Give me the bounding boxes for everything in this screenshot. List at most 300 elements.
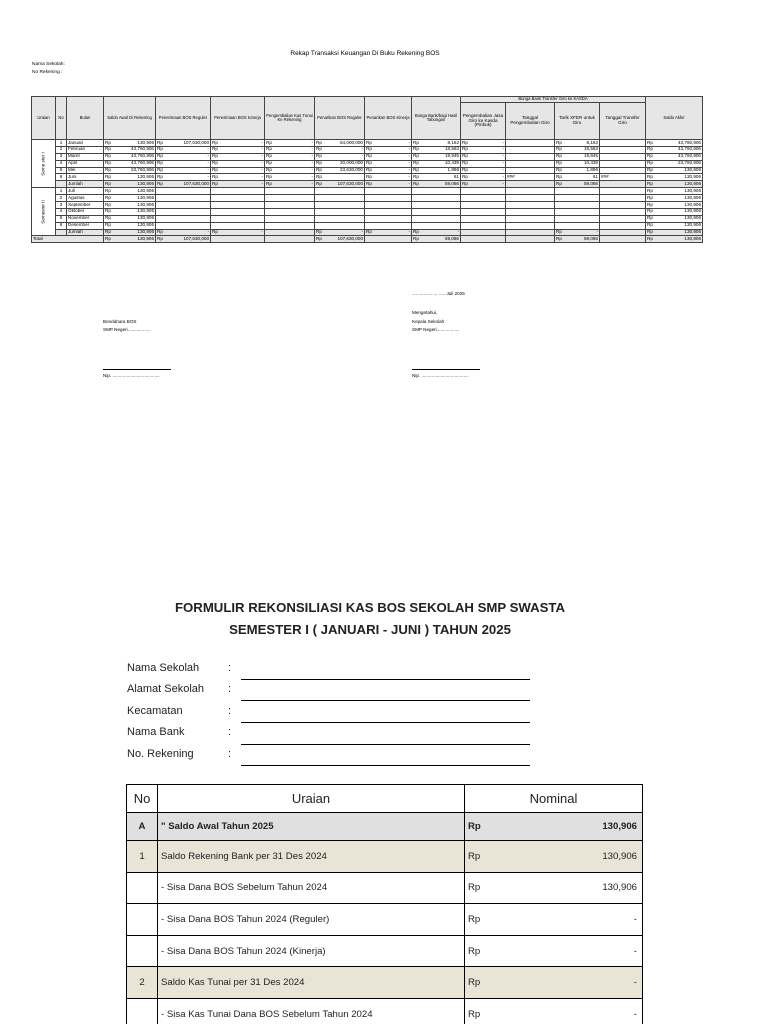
currency-label: Rp [105, 160, 111, 166]
currency-label: Rp [556, 167, 562, 173]
cell-penarikan-kinerja [365, 146, 412, 153]
currency-label: Rp [556, 139, 562, 145]
amount-value: - [207, 146, 209, 152]
cell-empty [555, 188, 600, 195]
cell-tanggal-transfer [600, 140, 646, 147]
cell-empty [365, 195, 412, 202]
field-kecamatan-line[interactable] [241, 722, 530, 723]
currency-label: Rp [105, 146, 111, 152]
currency-label: Rp [105, 167, 111, 173]
cell-empty [265, 188, 315, 195]
currency-label: Rp [157, 139, 163, 145]
cell-empty [265, 202, 315, 209]
amount-value: 23,760,906 [678, 160, 701, 166]
field-no-rekening-label: No. Rekening [127, 748, 194, 760]
cell-tanggal-transfer: ### [600, 174, 646, 181]
currency-label: Rp [647, 180, 653, 186]
currency-label: Rp [266, 167, 272, 173]
amount-value: - [261, 229, 263, 235]
cell-penarikan-reguler [315, 229, 365, 236]
cell-penarikan-kinerja [365, 167, 412, 174]
formulir-title-line2: SEMESTER I ( JANUARI - JUNI ) TAHUN 2025 [229, 622, 511, 637]
recon-cell-no [127, 872, 158, 904]
cell-empty [365, 222, 412, 229]
currency-label: Rp [556, 160, 562, 166]
cell-no: 5 [56, 167, 67, 174]
cell-pinbuk [461, 181, 506, 188]
currency-label: Rp [556, 153, 562, 159]
cell-bulan: Juli [67, 188, 104, 195]
cell-bunga [412, 153, 461, 160]
table-row [32, 222, 703, 229]
field-alamat-sekolah-line[interactable] [241, 700, 530, 701]
amount-value: 23,760,906 [131, 167, 154, 173]
field-colon: : [228, 662, 232, 674]
recon-cell-no: 1 [127, 841, 158, 873]
currency-label: Rp [556, 180, 562, 186]
currency-label: Rp [105, 180, 111, 186]
currency-label: Rp [413, 173, 419, 179]
currency-label: Rp [366, 167, 372, 173]
amount-value: 130,906 [684, 236, 701, 241]
currency-label: Rp [266, 153, 272, 159]
cell-saldo-akhir [646, 222, 703, 229]
amount-value: 130,906 [137, 222, 154, 228]
amount-value: 10,439 [444, 160, 459, 166]
cell-penerimaan-kinerja [211, 140, 265, 147]
currency-label: Rp [647, 236, 653, 241]
cell-empty [506, 208, 555, 215]
cell-saldo-awal [104, 167, 156, 174]
cell-empty [461, 222, 506, 229]
currency-label: Rp [316, 146, 322, 152]
currency-label: Rp [462, 173, 468, 179]
currency-label: Rp [647, 139, 653, 145]
currency-label: Rp [316, 236, 322, 241]
cell-saldo-awal [104, 140, 156, 147]
amount-value: 107,630,000 [183, 180, 209, 186]
cell-saldo-akhir [646, 153, 703, 160]
cell-tarik-xfer [555, 229, 600, 236]
amount-value: 130,906 [684, 180, 701, 186]
table-row [32, 153, 703, 160]
cell-empty [365, 215, 412, 222]
cell-penarikan-reguler [315, 167, 365, 174]
currency-label: Rp [366, 173, 372, 179]
recon-cell-nominal [465, 998, 643, 1024]
amount-value: 130,906 [137, 215, 154, 221]
cell-no: 2 [56, 146, 67, 153]
cell-penerimaan-kinerja [211, 236, 265, 243]
currency-label: Rp [647, 194, 653, 200]
header-bunga-bank: Bunga Bank/bagi Hasil Tabungan [412, 97, 461, 140]
currency-label: Rp [647, 153, 653, 159]
cell-empty [461, 195, 506, 202]
currency-label: Rp [462, 153, 468, 159]
cell-bulan: Januari [67, 140, 104, 147]
amount-value: 8,162 [586, 139, 598, 145]
cell-bulan: Juni [67, 174, 104, 181]
currency-label: Rp [413, 167, 419, 173]
amount-value: - [261, 160, 263, 166]
currency-label: Rp [647, 229, 653, 235]
cell-pinbuk [461, 153, 506, 160]
cell-penerimaan-kinerja [211, 160, 265, 167]
cell-empty [506, 188, 555, 195]
currency-label: Rp [468, 1008, 481, 1020]
currency-label: Rp [105, 208, 111, 214]
recon-cell-uraian: Saldo Kas Tunai per 31 Des 2024 [158, 967, 465, 999]
currency-label: Rp [647, 215, 653, 221]
cell-bulan: Desember [67, 222, 104, 229]
amount-value: 130,906 [684, 208, 701, 214]
semester2-cell-label: Semester II [40, 200, 46, 224]
recon-cell-uraian: " Saldo Awal Tahun 2025 [158, 813, 465, 841]
cell-saldo-awal [104, 222, 156, 229]
header-penarikan-kinerja: Penarikan BOS Kinerja [365, 97, 412, 140]
cell-empty [555, 222, 600, 229]
cell-saldo-awal [104, 174, 156, 181]
header-pengembalian-kas: Pengembalian Kas Tunai Ke Rekening [265, 97, 315, 140]
amount-value: - [408, 180, 410, 186]
amount-value: 43,760,906 [678, 146, 701, 152]
currency-label: Rp [366, 139, 372, 145]
cell-pinbuk [461, 160, 506, 167]
cell-tanggal-pengembalian [506, 140, 555, 147]
cell-pengembalian-kas [265, 181, 315, 188]
cell-tarik-xfer [555, 140, 600, 147]
currency-label: Rp [157, 146, 163, 152]
signature-left-line [103, 369, 171, 370]
cell-empty [555, 195, 600, 202]
currency-label: Rp [316, 229, 322, 235]
amount-value: 130,906 [684, 215, 701, 221]
currency-label: Rp [462, 160, 468, 166]
formulir-title-line1: FORMULIR REKONSILIASI KAS BOS SEKOLAH SMP SWASTA [174, 600, 566, 615]
cell-saldo-akhir [646, 202, 703, 209]
cell-empty [600, 188, 646, 195]
header-no: No [56, 97, 67, 140]
recon-row [127, 841, 643, 873]
cell-no [56, 229, 67, 236]
cell-pinbuk [461, 146, 506, 153]
amount-value: - [207, 153, 209, 159]
cell-saldo-akhir [646, 229, 703, 236]
currency-label: Rp [468, 821, 481, 832]
cell-tanggal-transfer [600, 153, 646, 160]
cell-saldo-akhir [646, 195, 703, 202]
amount-value: - [207, 167, 209, 173]
currency-label: Rp [157, 236, 163, 241]
amount-value: - [457, 229, 459, 235]
table-row [32, 215, 703, 222]
field-no-rekening-line[interactable] [241, 765, 530, 766]
cell-no: 2 [56, 195, 67, 202]
cell-saldo-awal [104, 188, 156, 195]
cell-empty [412, 215, 461, 222]
currency-label: Rp [413, 153, 419, 159]
signature-right-role: Kepala Sekolah [412, 319, 445, 324]
cell-bulan: April [67, 160, 104, 167]
header-group-bunga: Bunga Bank Transfer Giro ke KASDA [461, 97, 646, 103]
recon-cell-no [127, 904, 158, 936]
amount-value: - [502, 160, 504, 166]
cell-penarikan-reguler [315, 236, 365, 243]
cell-no: 3 [56, 153, 67, 160]
amount-value: - [502, 167, 504, 173]
currency-label: Rp [647, 167, 653, 173]
cell-tanggal-pengembalian [506, 146, 555, 153]
amount-value: 19,945 [444, 153, 459, 159]
cell-tarik-xfer [555, 146, 600, 153]
amount-value: - [633, 977, 637, 989]
cell-empty [265, 215, 315, 222]
currency-label: Rp [105, 187, 111, 193]
currency-label: Rp [556, 173, 562, 179]
rekap-table [31, 96, 703, 243]
amount-value: - [311, 146, 313, 152]
semester2-cell [32, 188, 56, 236]
signature-left-nip: Nip. ..................................... [103, 373, 160, 378]
amount-value: 1,896 [586, 167, 598, 173]
amount-value: - [408, 173, 410, 179]
cell-penarikan-kinerja [365, 236, 412, 243]
currency-label: Rp [647, 208, 653, 214]
field-colon: : [228, 705, 232, 717]
cell-tarik-xfer [555, 160, 600, 167]
cell-saldo-akhir [646, 160, 703, 167]
cell-empty [506, 222, 555, 229]
amount-value: 130,906 [684, 229, 701, 235]
cell-penarikan-kinerja [365, 229, 412, 236]
currency-label: Rp [366, 146, 372, 152]
recon-cell-uraian: - Sisa Dana BOS Tahun 2024 (Kinerja) [158, 935, 465, 967]
cell-pinbuk [461, 167, 506, 174]
cell-pengembalian-kas [265, 229, 315, 236]
currency-label: Rp [157, 229, 163, 235]
cell-no [56, 181, 67, 188]
amount-value: - [502, 173, 504, 179]
cell-empty [506, 195, 555, 202]
recon-header-nominal: Nominal [465, 785, 643, 813]
cell-tanggal-pengembalian [506, 167, 555, 174]
semester1-cell-label: Seme ster I [40, 151, 46, 176]
currency-label: Rp [157, 173, 163, 179]
cell-empty [156, 202, 211, 209]
field-nama-sekolah-line[interactable] [241, 679, 530, 680]
cell-bunga [412, 160, 461, 167]
currency-label: Rp [105, 173, 111, 179]
amount-value: - [408, 146, 410, 152]
cell-pinbuk [461, 236, 506, 243]
currency-label: Rp [413, 139, 419, 145]
cell-saldo-awal [104, 236, 156, 243]
cell-total-label: Total [32, 236, 104, 243]
amount-value: 61 [453, 173, 459, 179]
cell-empty [156, 188, 211, 195]
currency-label: Rp [266, 160, 272, 166]
recon-row [127, 872, 643, 904]
cell-bunga [412, 140, 461, 147]
cell-empty [412, 195, 461, 202]
cell-tarik-xfer [555, 181, 600, 188]
semester1-cell [32, 140, 56, 188]
cell-pengembalian-kas [265, 153, 315, 160]
cell-bulan: Februari [67, 146, 104, 153]
table-row [32, 167, 703, 174]
amount-value: - [261, 173, 263, 179]
amount-value: - [261, 146, 263, 152]
cell-bulan: Maret [67, 153, 104, 160]
currency-label: Rp [212, 139, 218, 145]
amount-value: - [633, 945, 637, 957]
cell-no: 1 [56, 188, 67, 195]
currency-label: Rp [468, 913, 481, 925]
amount-value: - [502, 153, 504, 159]
currency-label: Rp [647, 173, 653, 179]
cell-penarikan-kinerja [365, 140, 412, 147]
amount-value: - [408, 139, 410, 145]
cell-empty [600, 215, 646, 222]
currency-label: Rp [266, 173, 272, 179]
amount-value: - [311, 167, 313, 173]
cell-tanggal-pengembalian [506, 153, 555, 160]
currency-label: Rp [212, 146, 218, 152]
amount-value: 130,906 [137, 208, 154, 214]
cell-penerimaan-reguler [156, 140, 211, 147]
amount-value: 130,906 [684, 194, 701, 200]
amount-value: - [261, 180, 263, 186]
amount-value: - [261, 153, 263, 159]
cell-saldo-awal [104, 208, 156, 215]
currency-label: Rp [647, 222, 653, 228]
cell-tanggal-pengembalian: ### [506, 174, 555, 181]
cell-tanggal-transfer [600, 146, 646, 153]
amount-value: - [633, 913, 637, 925]
cell-empty [315, 188, 365, 195]
cell-penerimaan-reguler [156, 146, 211, 153]
currency-label: Rp [413, 229, 419, 235]
total-row [32, 236, 703, 243]
cell-penerimaan-reguler [156, 160, 211, 167]
cell-empty [600, 222, 646, 229]
cell-empty [461, 202, 506, 209]
currency-label: Rp [105, 222, 111, 228]
recon-header-no: No [127, 785, 158, 813]
cell-pinbuk [461, 140, 506, 147]
cell-bulan: Agustus [67, 195, 104, 202]
recon-row [127, 813, 643, 841]
cell-penerimaan-kinerja [211, 153, 265, 160]
cell-penarikan-reguler [315, 140, 365, 147]
currency-label: Rp [468, 882, 481, 894]
amount-value: - [408, 229, 410, 235]
amount-value: 130,906 [684, 222, 701, 228]
cell-empty [412, 208, 461, 215]
currency-label: Rp [556, 146, 562, 152]
field-colon: : [228, 683, 232, 695]
cell-empty [461, 208, 506, 215]
cell-bunga [412, 229, 461, 236]
amount-value: - [361, 153, 363, 159]
recon-cell-nominal [465, 872, 643, 904]
currency-label: Rp [647, 146, 653, 152]
amount-value: 43,760,906 [131, 146, 154, 152]
amount-value: - [207, 160, 209, 166]
cell-empty [315, 202, 365, 209]
cell-penarikan-kinerja [365, 181, 412, 188]
cell-tanggal-transfer [600, 160, 646, 167]
cell-penerimaan-reguler [156, 236, 211, 243]
cell-empty [506, 215, 555, 222]
recon-cell-no [127, 935, 158, 967]
cell-empty [365, 202, 412, 209]
cell-pengembalian-kas [265, 146, 315, 153]
table-row [32, 208, 703, 215]
currency-label: Rp [316, 139, 322, 145]
currency-label: Rp [316, 180, 322, 186]
cell-empty [412, 222, 461, 229]
signature-right-line1: Mengetahui, [412, 310, 438, 315]
date-line: ..................., ..... Juli 2025 [412, 291, 465, 296]
cell-empty [412, 202, 461, 209]
amount-value: 43,760,906 [678, 153, 701, 159]
header-tanggal-transfer: Tanggal Transfer Giro [600, 103, 646, 140]
cell-empty [211, 208, 265, 215]
cell-empty [555, 215, 600, 222]
currency-label: Rp [266, 139, 272, 145]
currency-label: Rp [413, 180, 419, 186]
currency-label: Rp [462, 139, 468, 145]
cell-penarikan-reguler [315, 146, 365, 153]
header-saldo-awal: Saldo Awal Di Rekening [104, 97, 156, 140]
cell-bunga [412, 181, 461, 188]
amount-value: - [502, 146, 504, 152]
currency-label: Rp [647, 187, 653, 193]
cell-empty [265, 195, 315, 202]
recon-header-uraian: Uraian [158, 785, 465, 813]
cell-tanggal-pengembalian [506, 229, 555, 236]
amount-value: - [311, 153, 313, 159]
amount-value: 130,906 [137, 139, 154, 145]
header-saldo-akhir: Saldo Akhir [646, 97, 703, 140]
field-nama-bank-line[interactable] [241, 744, 530, 745]
cell-saldo-akhir [646, 174, 703, 181]
cell-empty [315, 195, 365, 202]
cell-bulan: September [67, 202, 104, 209]
cell-tanggal-transfer [600, 236, 646, 243]
amount-value: 130,906 [602, 821, 637, 832]
cell-empty [315, 215, 365, 222]
cell-empty [265, 208, 315, 215]
amount-value: 130,906 [137, 173, 154, 179]
cell-empty [156, 208, 211, 215]
currency-label: Rp [413, 236, 419, 241]
cell-penerimaan-reguler [156, 167, 211, 174]
signature-right-nip: Nip. ..................................... [412, 373, 469, 378]
cell-empty [211, 195, 265, 202]
cell-saldo-akhir [646, 140, 703, 147]
cell-empty [461, 215, 506, 222]
amount-value: 59,066 [444, 236, 459, 241]
header-penerimaan-kinerja: Penerimaan BOS Kinerja [211, 97, 265, 140]
amount-value: 130,906 [137, 201, 154, 207]
recon-cell-nominal [465, 967, 643, 999]
cell-penerimaan-kinerja [211, 167, 265, 174]
amount-value: 8,162 [447, 139, 459, 145]
cell-penarikan-kinerja [365, 153, 412, 160]
currency-label: Rp [366, 153, 372, 159]
